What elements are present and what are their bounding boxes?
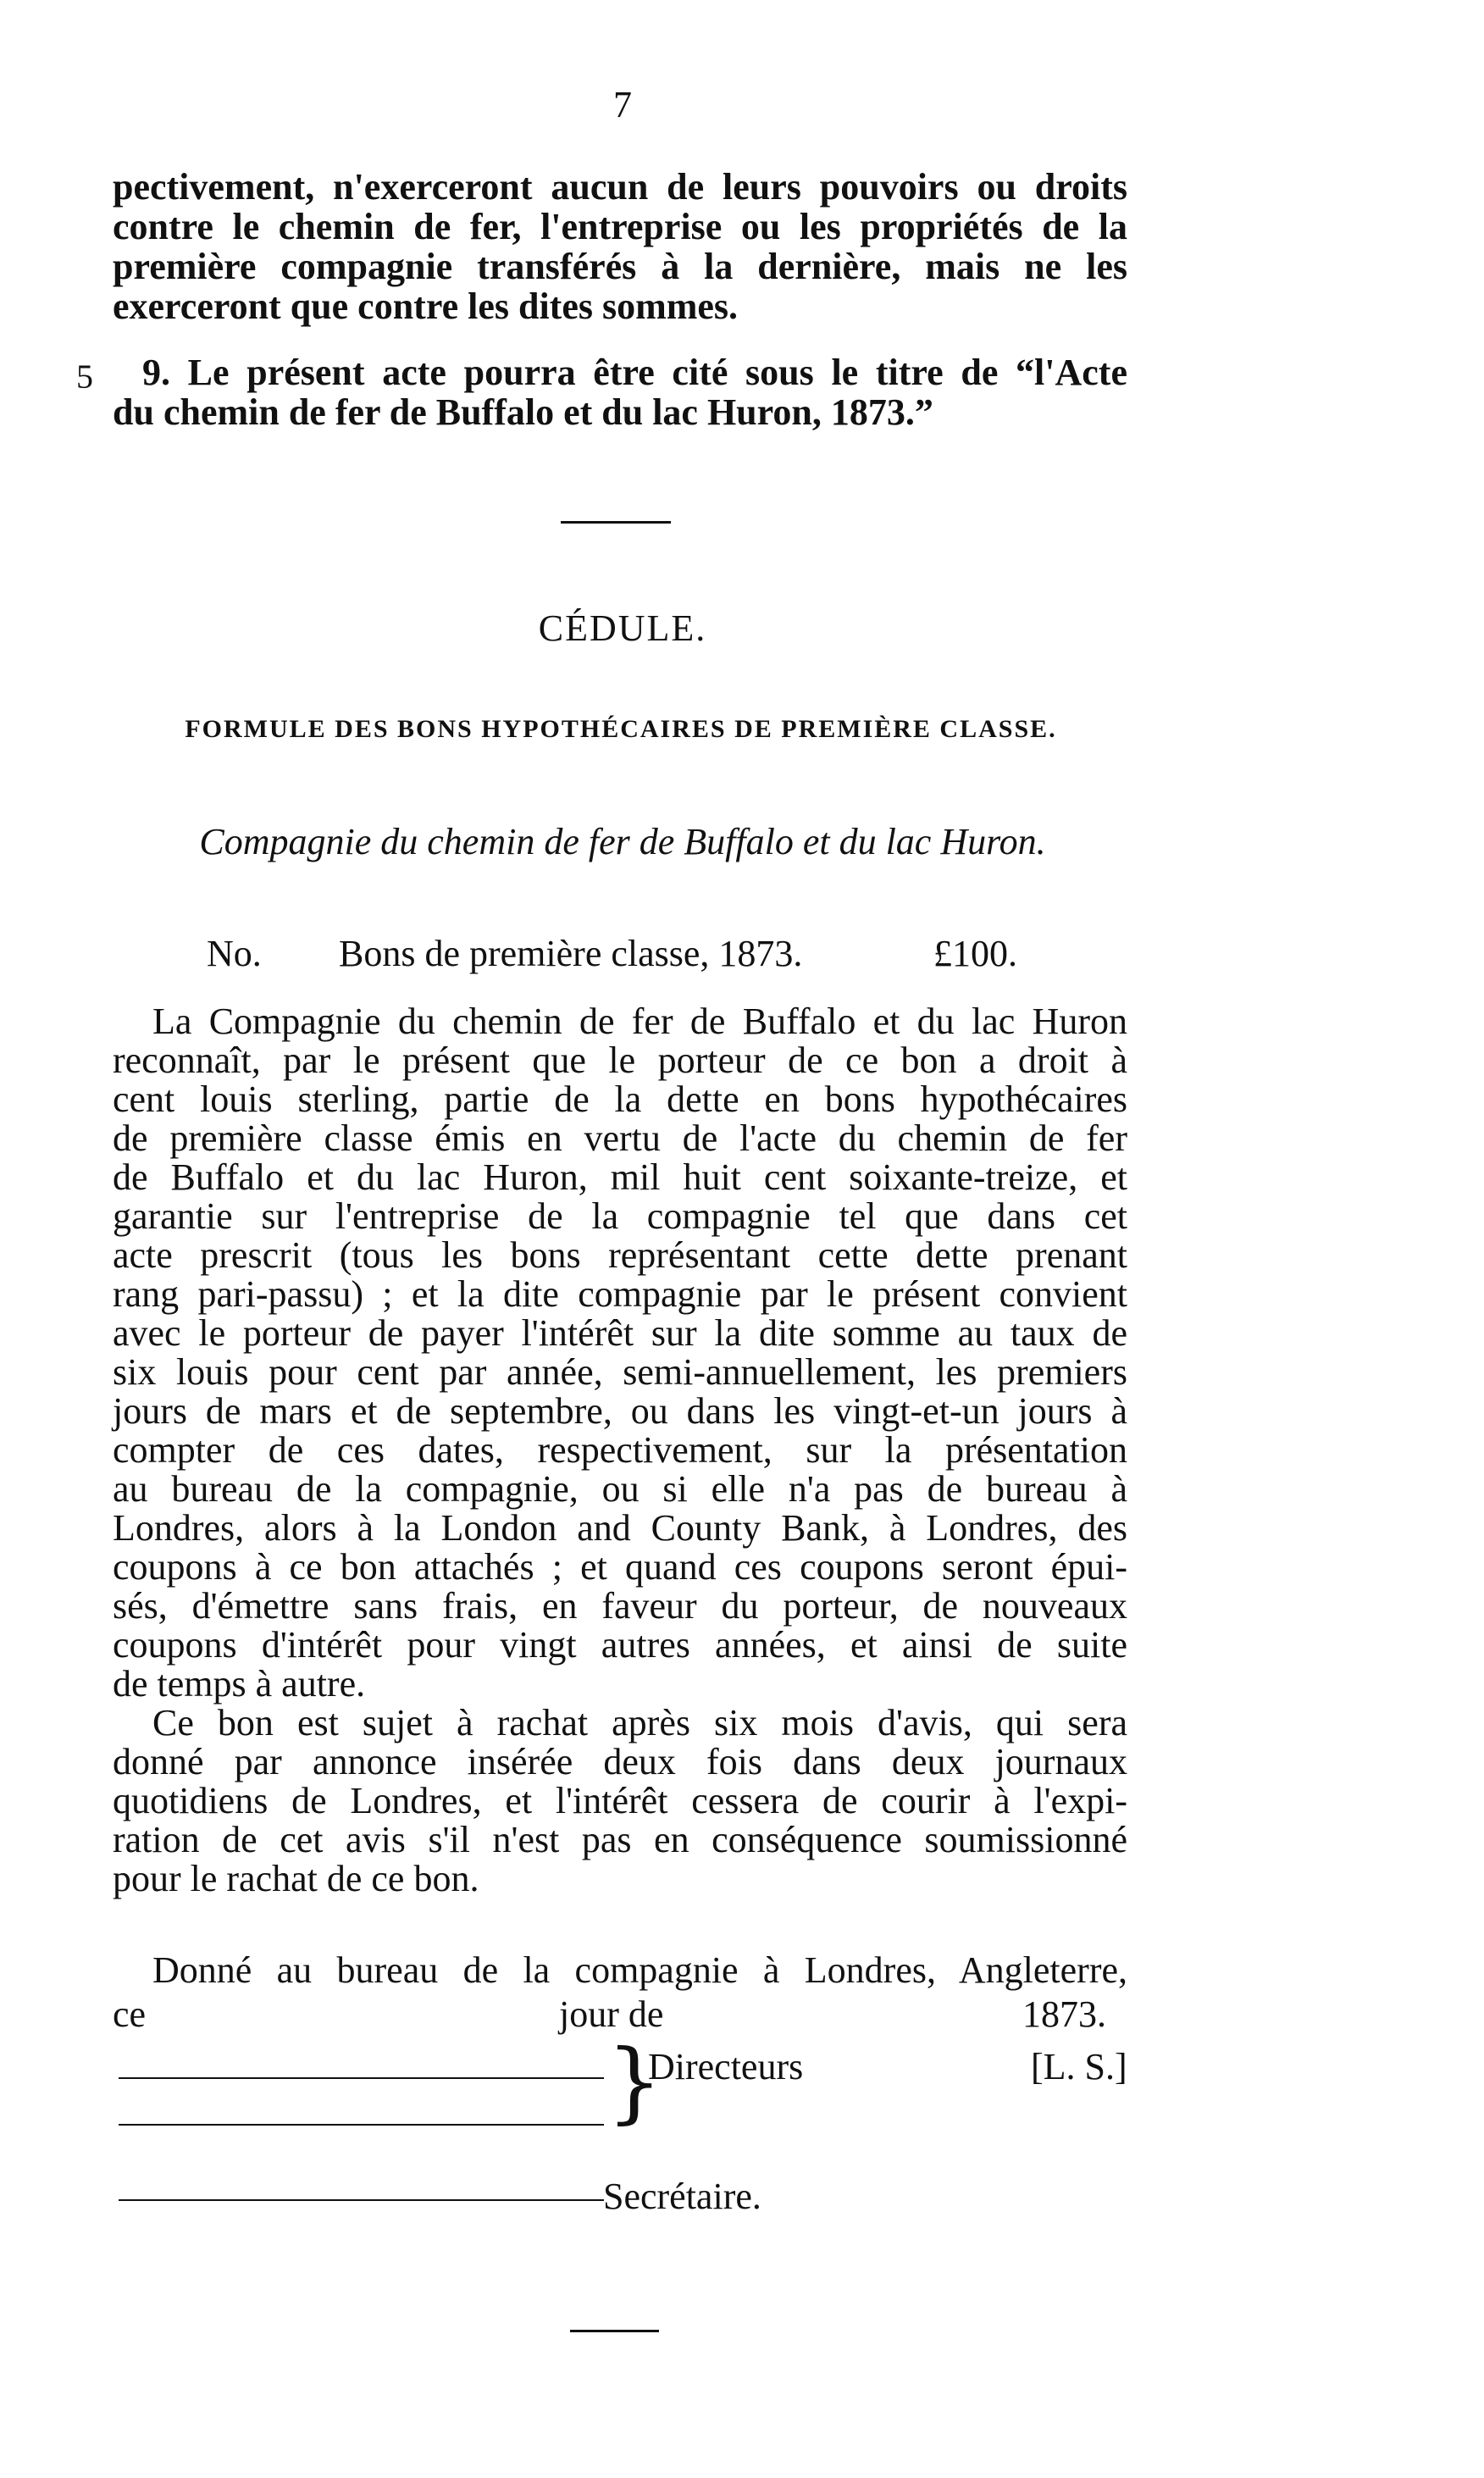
directors-label: Directeurs [648,2046,804,2087]
end-divider [570,2330,659,2332]
text-line: avec le porteur de payer l'intérêt sur la dite somme au taux de [113,1312,1127,1354]
margin-line-number: 5 [76,358,93,396]
text-line: sés, d'émettre sans frais, en faveur du porteur, de nouveaux [113,1585,1127,1627]
text-line: de temps à autre. [113,1663,366,1705]
text-line: Ce bon est sujet à rachat après six mois d'avis, qui sera [152,1702,1127,1743]
text-line: au bureau de la compagnie, ou si elle n'a pas de bureau à [113,1468,1127,1510]
schedule-heading: CÉDULE. [538,607,707,649]
date-jour-de: jour de [559,1993,664,2035]
text-line: contre le chemin de fer, l'entreprise ou les propriétés de la [113,206,1127,247]
text-line: La Compagnie du chemin de fer de Buffalo et du lac Huron [152,1001,1127,1042]
text-line: compter de ces dates, respectivement, sur la présentation [113,1429,1127,1471]
company-title: Compagnie du chemin de fer de Buffalo et du lac Huron. [199,821,1046,862]
director-signature-line [119,2124,604,2126]
bond-class-label: Bons de première classe, 1873. [339,933,803,974]
secretary-label: Secrétaire. [603,2176,761,2217]
given-line: Donné au bureau de la compagnie à Londres, Angleterre, [152,1949,1127,1991]
date-year: 1873. [1022,1993,1106,2035]
text-line: exerceront que contre les dites sommes. [113,285,739,327]
text-line: 9. Le présent acte pourra être cité sous le titre de “l'Acte [142,352,1127,393]
bond-amount: £100. [933,933,1017,974]
brace-glyph: } [606,2030,663,2133]
text-line: de Buffalo et du lac Huron, mil huit cent soixante-treize, et [113,1156,1127,1198]
text-line: pectivement, n'exerceront aucun de leurs pouvoirs ou droits [113,166,1127,208]
schedule-subheading: FORMULE DES BONS HYPOTHÉCAIRES DE PREMIÈRE CLASSE. [185,715,1057,743]
text-line: ration de cet avis s'il n'est pas en conséquence soumissionné [113,1819,1127,1860]
text-line: Londres, alors à la London and County Bank, à Londres, des [113,1507,1127,1549]
text-line: reconnaît, par le présent que le porteur de ce bon a droit à [113,1039,1127,1081]
text-line: coupons d'intérêt pour vingt autres années, et ainsi de suite [113,1624,1127,1666]
section-divider [561,521,671,524]
text-line: acte prescrit (tous les bons représentant cette dette prenant [113,1234,1127,1276]
text-line: du chemin de fer de Buffalo et du lac Huron, 1873.” [113,391,933,433]
text-line: de première classe émis en vertu de l'acte du chemin de fer [113,1117,1127,1159]
text-line: jours de mars et de septembre, ou dans les vingt-et-un jours à [113,1390,1127,1432]
text-line: coupons à ce bon attachés ; et quand ces coupons seront épui- [113,1546,1127,1588]
date-ce: ce [113,1993,147,2035]
text-line: pour le rachat de ce bon. [113,1858,479,1899]
text-line: rang pari-passu) ; et la dite compagnie par le présent convient [113,1273,1127,1315]
text-line: cent louis sterling, partie de la dette en bons hypothécaires [113,1078,1127,1120]
secretary-signature-line [119,2199,604,2201]
seal-label: [L. S.] [1031,2046,1127,2087]
text-line: quotidiens de Londres, et l'intérêt cessera de courir à l'expi- [113,1780,1127,1821]
text-line: garantie sur l'entreprise de la compagnie tel que dans cet [113,1195,1127,1237]
page-number: 7 [613,84,632,125]
text-line: première compagnie transférés à la dernière, mais ne les [113,246,1127,287]
text-line: six louis pour cent par année, semi-annuellement, les premiers [113,1351,1127,1393]
director-signature-line [119,2077,604,2079]
bond-number-label: No. [207,933,262,974]
text-line: donné par annonce insérée deux fois dans deux journaux [113,1741,1127,1782]
